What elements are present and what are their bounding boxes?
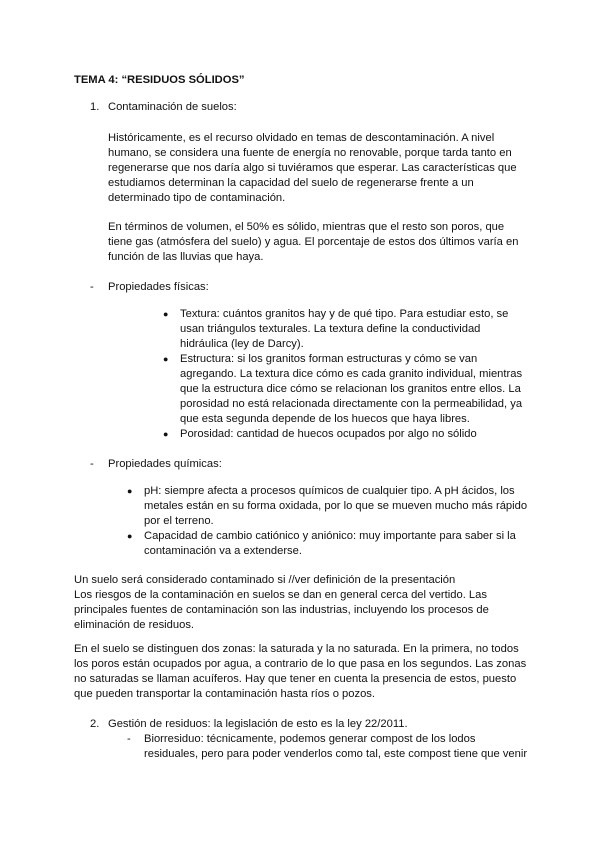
text-line: En el suelo se distinguen dos zonas: la saturada y la no saturada. En la primera, no todos — [74, 643, 519, 655]
text-line: Capacidad de cambio catiónico y aniónico: muy importante para saber si la — [144, 530, 516, 542]
text-line: Históricamente, es el recurso olvidado en temas de descontaminación. A nivel — [108, 132, 495, 144]
text-line: tiene gas (atmósfera del suelo) y agua. El porcentaje de estos dos últimos varía en — [108, 236, 519, 248]
text-line: usan triángulos texturales. La textura define la conductividad — [180, 323, 481, 335]
text-line: regenerarse que nos daría algo si tuviéramos que esperar. Las características que — [108, 162, 517, 174]
text-line: principales fuentes de contaminación son las industrias, incluyendo los procesos de — [74, 604, 489, 616]
text-line: función de las lluvias que haya. — [108, 251, 264, 263]
section-1-number: 1. — [90, 101, 100, 113]
bullet-icon: ● — [163, 309, 169, 319]
chemical-properties-heading: Propiedades químicas: — [108, 458, 222, 470]
text-line: no saturadas se llaman acuíferos. Hay que tener en cuenta la presencia de estos, puesto — [74, 673, 517, 685]
dash-marker: - — [127, 733, 131, 745]
text-line: metales están en su forma oxidada, por lo que se mueven mucho más rápido — [144, 500, 528, 512]
text-line: que pueden transportar la contaminación hasta ríos o pozos. — [74, 688, 376, 700]
text-line: estudiamos determinan la capacidad del suelo de regenerarse frente a un — [108, 177, 474, 189]
text-line: Los riesgos de la contaminación en suelos se dan en general cerca del vertido. Las — [74, 589, 487, 601]
text-line: Estructura: si los granitos forman estructuras y cómo se van — [180, 353, 478, 365]
page-title: TEMA 4: “RESIDUOS SÓLIDOS” — [74, 74, 245, 86]
text-line: que la estructura dice cómo se relacionan los granitos entre ellos. La — [180, 383, 521, 395]
text-line: hidráulica (ley de Darcy). — [180, 338, 304, 350]
text-line: por el terreno. — [144, 515, 214, 527]
section-2-heading: Gestión de residuos: la legislación de esto es la ley 22/2011. — [108, 718, 408, 730]
text-line: contaminación va a extenderse. — [144, 545, 302, 557]
text-line: pH: siempre afecta a procesos químicos de cualquier tipo. A pH ácidos, los — [144, 485, 515, 497]
text-line: agregando. La textura dice cómo es cada granito individual, mientras — [180, 368, 523, 380]
text-line: residuales, pero para poder venderlos como tal, este compost tiene que venir — [144, 748, 528, 760]
bullet-icon: ● — [163, 429, 169, 439]
text-line: En términos de volumen, el 50% es sólido, mientras que el resto son poros, que — [108, 221, 505, 233]
text-line: eliminación de residuos. — [74, 619, 195, 631]
section-1-heading: Contaminación de suelos: — [108, 101, 237, 113]
text-line: Un suelo será considerado contaminado si //ver definición de la presentación — [74, 574, 456, 586]
text-line: Textura: cuántos granitos hay y de qué tipo. Para estudiar esto, se — [180, 308, 509, 320]
dash-marker: - — [90, 458, 94, 470]
text-line: los poros están ocupados por agua, a contrario de lo que pasa en los segundos. Las zonas — [74, 658, 527, 670]
physical-properties-heading: Propiedades físicas: — [108, 281, 209, 293]
text-line: Biorresiduo: técnicamente, podemos generar compost de los lodos — [144, 733, 476, 745]
dash-marker: - — [90, 281, 94, 293]
text-line: porosidad no está relacionada directamente con la permeabilidad, ya — [180, 398, 523, 410]
text-line: determinado tipo de contaminación. — [108, 192, 286, 204]
bullet-icon: ● — [127, 486, 133, 496]
section-2-number: 2. — [90, 718, 100, 730]
text-line: humano, se considera una fuente de energía no renovable, porque tarda tanto en — [108, 147, 512, 159]
text-line: que esta segunda depende de los huecos que haya libres. — [180, 413, 470, 425]
bullet-icon: ● — [127, 531, 133, 541]
bullet-icon: ● — [163, 354, 169, 364]
text-line: Porosidad: cantidad de huecos ocupados por algo no sólido — [180, 428, 477, 440]
